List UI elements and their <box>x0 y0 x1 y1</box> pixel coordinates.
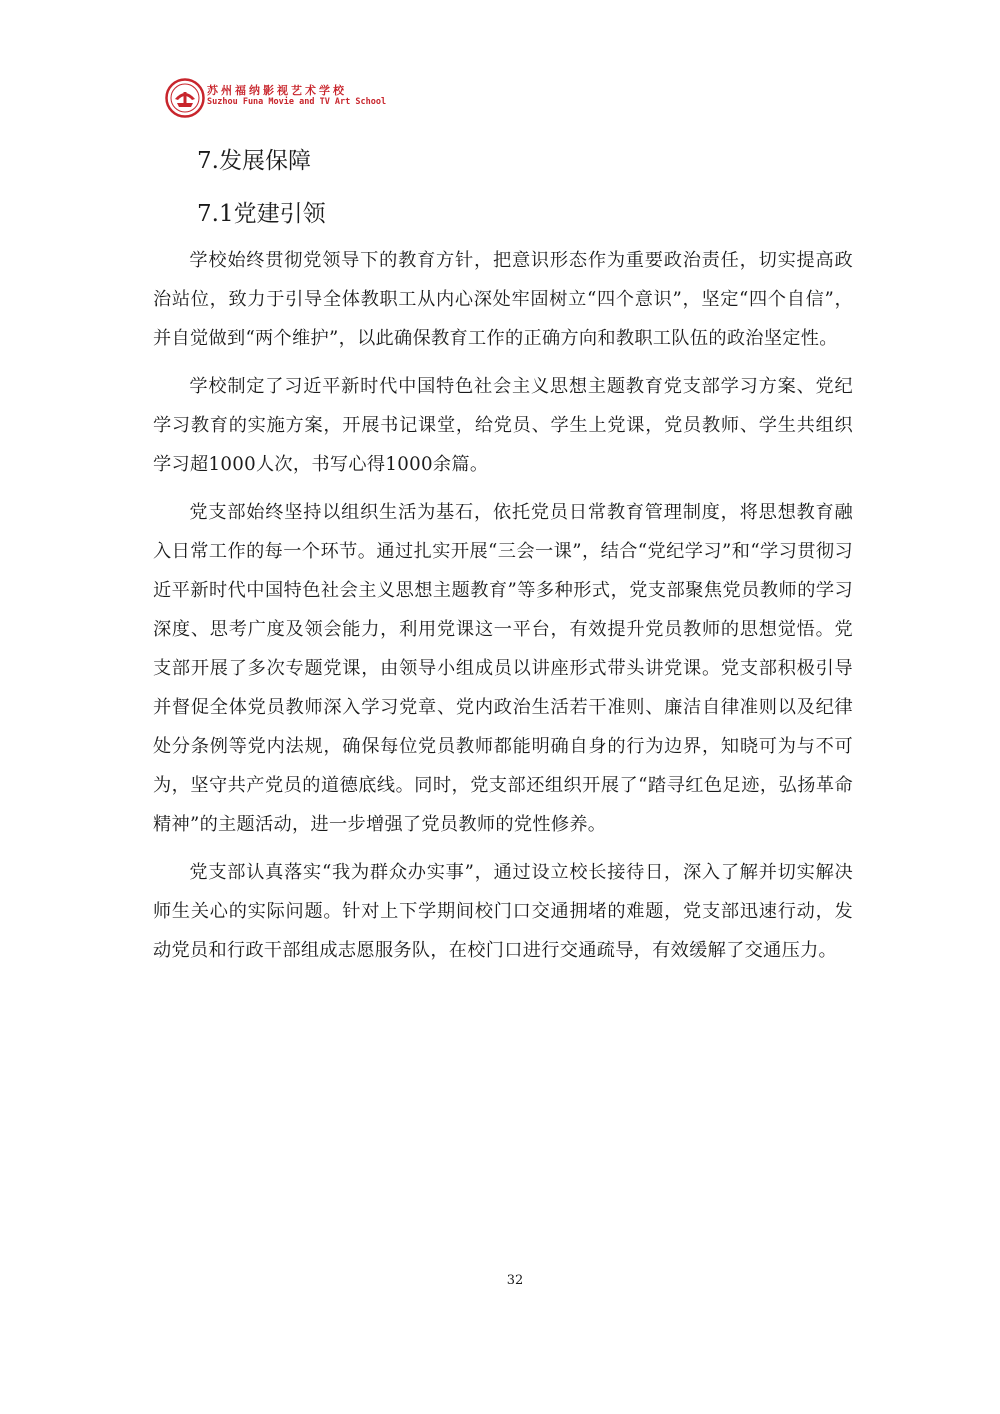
paragraph-1: 学校始终贯彻党领导下的教育方针，把意识形态作为重要政治责任，切实提高政治站位，致力于引导全体教职工从内心深处牢固树立“四个意识”，坚定“四个自信”，并自觉做到“两个维护”，以此确保教育工作的正确方向和教职工队伍的政治坚定性。 <box>153 250 853 349</box>
school-name-cn: 苏州福纳影视艺术学校 <box>207 84 347 97</box>
section-heading: 7.发展保障 <box>197 148 311 174</box>
paragraph-3: 党支部始终坚持以组织生活为基石，依托党员日常教育管理制度，将思想教育融入日常工作的每一个环节。通过扎实开展“三会一课”，结合“党纪学习”和“学习贯彻习近平新时代中国特色社会主义思想主题教育”等多种形式，党支部聚焦党员教师的学习深度、思考广度及领会能力，利用党课这一平台，有效提升党员教师的思想觉悟。党支部开展了多次专题党课，由领导小组成员以讲座形式带头讲党课。党支部积极引导并督促全体党员教师深入学习党章、党内政治生活若干准则、廉洁自律准则以及纪律处分条例等党内法规，确保每位党员教师都能明确自身的行为边界，知晓可为与不可为，坚守共产党员的道德底线。同时，党支部还组织开展了“踏寻红色足迹，弘扬革命精神”的主题活动，进一步增强了党员教师的党性修养。 <box>153 502 853 835</box>
school-name-en: Suzhou Funa Movie and TV Art School <box>207 97 387 107</box>
school-emblem-icon <box>165 78 205 118</box>
paragraph-2: 学校制定了习近平新时代中国特色社会主义思想主题教育党支部学习方案、党纪学习教育的实施方案，开展书记课堂，给党员、学生上党课，党员教师、学生共组织学习超1000人次，书写心得1000余篇。 <box>153 376 853 475</box>
paragraph-4: 党支部认真落实“我为群众办实事”，通过设立校长接待日，深入了解并切实解决师生关心的实际问题。针对上下学期间校门口交通拥堵的难题，党支部迅速行动，发动党员和行政干部组成志愿服务队，在校门口进行交通疏导，有效缓解了交通压力。 <box>153 862 853 961</box>
subsection-heading: 7.1党建引领 <box>197 201 326 227</box>
school-logo <box>165 76 387 120</box>
body-text <box>153 241 853 979</box>
page-number: 32 <box>506 1273 524 1288</box>
